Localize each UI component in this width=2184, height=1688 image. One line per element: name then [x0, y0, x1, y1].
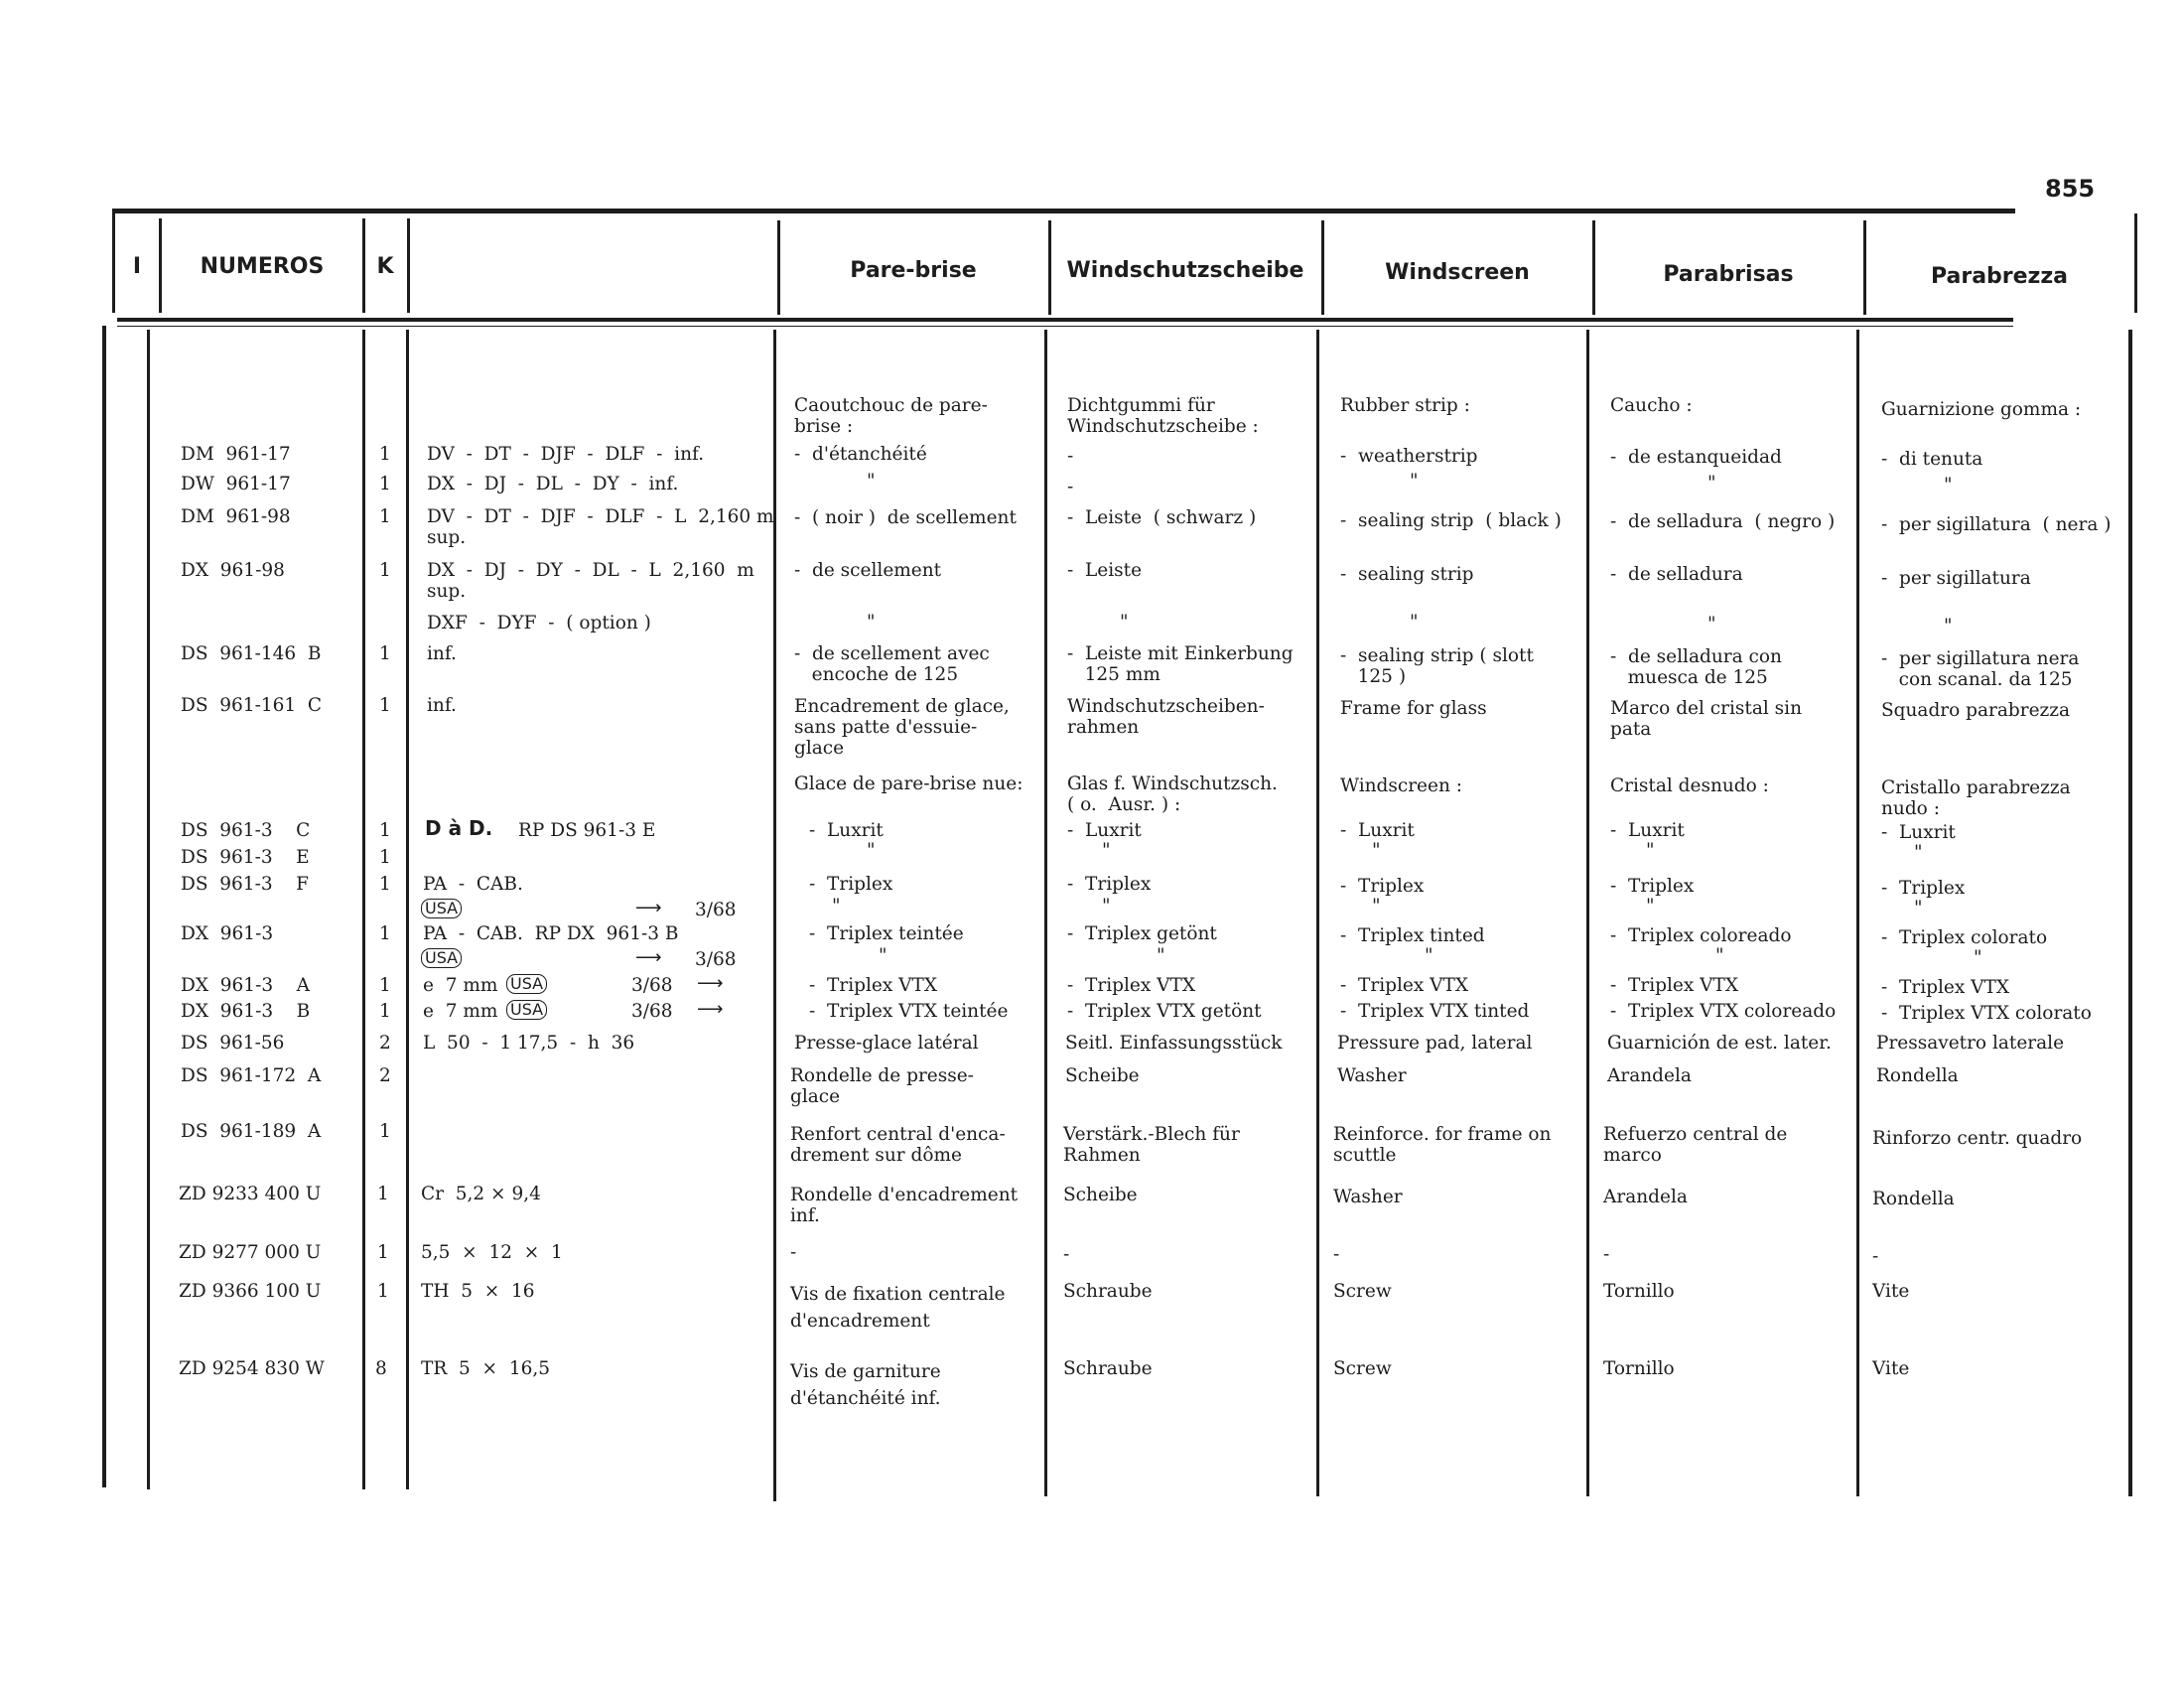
cell-en: Screw — [1333, 1358, 1392, 1379]
cell-it: " — [1914, 842, 1923, 863]
cell-k: 1 — [379, 975, 391, 996]
cell-numero: ZD 9254 830 W — [179, 1358, 325, 1379]
cell-fr: Caoutchouc de pare- brise : — [794, 395, 988, 437]
cell-date: 3/68 — [695, 900, 737, 920]
cell-de: - Triplex — [1067, 874, 1152, 895]
header-sep — [2134, 213, 2137, 313]
ditto-mark: " — [1425, 945, 1433, 966]
cell-it: Cristallo parabrezza nudo : — [1881, 777, 2071, 819]
body-sep — [102, 326, 106, 1487]
cell-desc: TR 5 × 16,5 — [421, 1358, 551, 1379]
cell-k: 1 — [379, 923, 391, 944]
ditto-mark: " — [1646, 896, 1655, 916]
cell-numero: DS 961-172 A — [181, 1065, 322, 1086]
cell-de: Schraube — [1063, 1358, 1153, 1379]
cell-it: Rinforzo centr. quadro — [1872, 1128, 2083, 1149]
cell-fr: Vis de garniture d'étanchéité inf. — [790, 1361, 941, 1409]
cell-es: Tornillo — [1603, 1358, 1675, 1379]
header-col-it: Parabrezza — [1930, 264, 2069, 289]
cell-usa — [506, 973, 547, 994]
cell-desc: RP DS 961-3 E — [518, 820, 656, 841]
cell-es: Arandela — [1603, 1187, 1688, 1207]
cell-it: " — [1944, 475, 1953, 495]
cell-en: " — [1410, 471, 1419, 492]
arrow-icon: ⟶ — [697, 973, 724, 994]
cell-numero: DX 961-98 — [181, 560, 285, 581]
cell-numero: DW 961-17 — [181, 474, 291, 494]
header-col-i: I — [132, 254, 142, 279]
cell-fr: - Triplex teintée — [809, 923, 964, 944]
cell-es: Arandela — [1607, 1065, 1692, 1086]
cell-desc: e 7 mm — [423, 975, 498, 996]
cell-it: - Triplex — [1881, 878, 1966, 899]
cell-fr: - Triplex VTX teintée — [809, 1001, 1009, 1022]
cell-desc: e 7 mm — [423, 1001, 498, 1022]
cell-it: " — [1944, 616, 1953, 636]
cell-de: Glas f. Windschutzsch. ( o. Ausr. ) : — [1067, 774, 1278, 815]
cell-es: - Triplex VTX coloreado — [1610, 1001, 1837, 1022]
cell-k: 1 — [379, 695, 391, 716]
body-sep — [362, 330, 365, 1489]
cell-fr: - Luxrit — [809, 820, 884, 841]
usa-badge: USA — [421, 948, 462, 968]
cell-fr: Rondelle de presse- glace — [790, 1065, 974, 1107]
cell-k: 2 — [379, 1065, 391, 1086]
ditto-mark: " — [1914, 898, 1923, 918]
cell-desc: inf. — [427, 643, 457, 664]
cell-desc: DX - DJ - DY - DL - L 2,160 m sup. — [427, 560, 754, 602]
cell-usa — [506, 999, 547, 1020]
table-top-border — [112, 209, 2015, 213]
cell-de: " — [1102, 840, 1111, 861]
cell-numero: DM 961-98 — [181, 506, 291, 527]
cell-de: - Triplex getönt — [1067, 923, 1217, 944]
cell-desc: DX - DJ - DL - DY - inf. — [427, 474, 679, 494]
header-sep — [407, 218, 410, 313]
cell-k: 1 — [379, 820, 391, 841]
cell-fr: - Triplex VTX — [809, 975, 938, 996]
cell-es: - Luxrit — [1610, 820, 1685, 841]
cell-de: - — [1067, 477, 1074, 497]
cell-es: " — [1707, 614, 1716, 634]
cell-de: - Triplex VTX — [1067, 975, 1196, 996]
body-sep — [147, 330, 150, 1489]
header-sep — [112, 209, 115, 313]
cell-fr: Renfort central d'enca- drement sur dôme — [790, 1124, 1006, 1166]
cell-fr: " — [867, 471, 876, 492]
cell-de: Scheibe — [1065, 1065, 1140, 1086]
cell-de: - Triplex VTX getönt — [1067, 1001, 1262, 1022]
cell-de: - — [1067, 446, 1074, 467]
cell-desc: Cr 5,2 × 9,4 — [421, 1184, 541, 1204]
ditto-mark: " — [1157, 945, 1165, 966]
cell-de: - Leiste — [1067, 560, 1143, 581]
cell-it: - Triplex colorato — [1881, 927, 2048, 948]
cell-it: Rondella — [1872, 1189, 1955, 1209]
cell-en: Screw — [1333, 1281, 1392, 1302]
cell-k: 2 — [379, 1033, 391, 1054]
cell-en: - Triplex tinted — [1340, 925, 1485, 946]
cell-it: Vite — [1872, 1281, 1910, 1302]
ditto-mark: " — [879, 945, 887, 966]
cell-en: Pressure pad, lateral — [1337, 1033, 1533, 1054]
cell-fr: " — [867, 612, 876, 633]
cell-fr: Encadrement de glace, sans patte d'essuie- glace — [794, 696, 1010, 759]
cell-fr: - de scellement avec encoche de 125 — [794, 643, 990, 685]
cell-en: - Triplex VTX — [1340, 975, 1469, 996]
ditto-mark: " — [1102, 896, 1111, 916]
cell-en: Rubber strip : — [1340, 395, 1470, 416]
cell-fr: Rondelle d'encadrement inf. — [790, 1185, 1019, 1226]
cell-numero: DS 961-56 — [181, 1033, 285, 1054]
cell-it: - Luxrit — [1881, 822, 1956, 843]
header-col-en: Windscreen — [1385, 260, 1530, 285]
body-sep — [2128, 330, 2132, 1496]
cell-it: - per sigillatura nera con scanal. da 125 — [1881, 648, 2080, 690]
cell-usa — [421, 947, 462, 968]
cell-es: - de selladura — [1610, 564, 1743, 585]
cell-es: Cristal desnudo : — [1610, 775, 1769, 796]
header-sep — [159, 218, 162, 313]
cell-k: 1 — [379, 874, 391, 895]
cell-desc-bold: D à D. — [425, 816, 493, 840]
body-sep — [1316, 330, 1319, 1496]
cell-numero: DX 961-3 — [181, 923, 274, 944]
cell-desc: DXF - DYF - ( option ) — [427, 613, 651, 633]
cell-numero: DS 961-3 F — [181, 874, 309, 895]
cell-fr: " — [867, 840, 876, 861]
cell-de: Schraube — [1063, 1281, 1153, 1302]
cell-it: - — [1872, 1246, 1879, 1267]
page-number: 855 — [2045, 175, 2096, 203]
cell-date: 3/68 — [631, 1001, 673, 1022]
cell-fr: - — [790, 1242, 797, 1263]
cell-numero: DS 961-3 E — [181, 847, 310, 868]
cell-de: Verstärk.-Blech für Rahmen — [1063, 1124, 1240, 1166]
arrow-icon: ⟶ — [697, 999, 724, 1020]
ditto-mark: " — [1372, 896, 1381, 916]
arrow-icon: ⟶ — [635, 898, 662, 918]
cell-it: - di tenuta — [1881, 449, 1983, 470]
cell-numero: ZD 9233 400 U — [179, 1184, 322, 1204]
cell-de: Seitl. Einfassungsstück — [1065, 1033, 1283, 1054]
cell-k: 1 — [377, 1281, 389, 1302]
header-bottom-border-2 — [117, 326, 2013, 327]
cell-date: 3/68 — [695, 949, 737, 970]
header-col-es: Parabrisas — [1663, 262, 1794, 287]
usa-badge: USA — [421, 899, 462, 918]
cell-desc: PA - CAB. — [423, 874, 523, 895]
body-sep — [1586, 330, 1589, 1496]
cell-numero: DS 961-161 C — [181, 695, 323, 716]
cell-es: Marco del cristal sin pata — [1610, 698, 1802, 740]
cell-en: " — [1372, 840, 1381, 861]
cell-it: - Triplex VTX — [1881, 977, 2010, 998]
cell-en: - sealing strip ( slott 125 ) — [1340, 645, 1534, 687]
cell-es: Tornillo — [1603, 1281, 1675, 1302]
header-col-fr: Pare-brise — [850, 258, 977, 283]
cell-numero: ZD 9366 100 U — [179, 1281, 322, 1302]
cell-numero: ZD 9277 000 U — [179, 1242, 322, 1263]
cell-desc: L 50 - 1 17,5 - h 36 — [423, 1033, 635, 1054]
cell-desc: TH 5 × 16 — [421, 1281, 535, 1302]
cell-de: - Leiste ( schwarz ) — [1067, 507, 1257, 528]
cell-de: Windschutzscheiben- rahmen — [1067, 696, 1265, 738]
cell-k: 1 — [379, 506, 391, 527]
cell-desc: DV - DT - DJF - DLF - L 2,160 m sup. — [427, 506, 774, 548]
cell-de: Dichtgummi für Windschutzscheibe : — [1067, 395, 1259, 437]
cell-k: 1 — [379, 444, 391, 465]
ditto-mark: " — [1715, 945, 1724, 966]
cell-es: Guarnición de est. later. — [1607, 1033, 1832, 1054]
cell-it: Rondella — [1876, 1065, 1959, 1086]
arrow-icon: ⟶ — [635, 947, 662, 968]
cell-numero: DX 961-3 A — [181, 975, 310, 996]
cell-es: Caucho : — [1610, 395, 1693, 416]
cell-k: 8 — [375, 1358, 387, 1379]
cell-en: - Triplex VTX tinted — [1340, 1001, 1530, 1022]
cell-numero: DS 961-146 B — [181, 643, 322, 664]
ditto-mark: " — [832, 896, 841, 916]
header-col-de: Windschutzscheibe — [1066, 258, 1304, 283]
cell-it: - Triplex VTX colorato — [1881, 1003, 2092, 1024]
body-sep — [406, 330, 409, 1489]
cell-numero: DM 961-17 — [181, 444, 291, 465]
cell-en: Reinforce. for frame on scuttle — [1333, 1124, 1552, 1166]
header-col-numeros: NUMEROS — [200, 254, 325, 279]
cell-es: - Triplex — [1610, 876, 1695, 897]
ditto-mark: " — [1974, 947, 1982, 968]
cell-en: - sealing strip ( black ) — [1340, 510, 1562, 531]
body-sep — [1044, 330, 1047, 1496]
cell-en: - Luxrit — [1340, 820, 1415, 841]
cell-de: - — [1063, 1244, 1070, 1265]
cell-en: Frame for glass — [1340, 698, 1487, 719]
cell-desc: PA - CAB. RP DX 961-3 B — [423, 923, 679, 944]
cell-es: - de estanqueidad — [1610, 447, 1782, 468]
cell-it: Guarnizione gomma : — [1881, 399, 2082, 420]
cell-desc: DV - DT - DJF - DLF - inf. — [427, 444, 705, 465]
cell-en: - weatherstrip — [1340, 446, 1478, 467]
usa-badge: USA — [506, 1000, 547, 1020]
usa-badge: USA — [506, 974, 547, 994]
cell-de: - Luxrit — [1067, 820, 1142, 841]
cell-it: - per sigillatura — [1881, 568, 2031, 589]
cell-en: Windscreen : — [1340, 775, 1462, 796]
cell-date: 3/68 — [631, 975, 673, 996]
cell-k: 1 — [377, 1242, 389, 1263]
cell-it: Pressavetro laterale — [1876, 1033, 2065, 1054]
cell-k: 1 — [379, 1001, 391, 1022]
body-sep — [773, 330, 776, 1501]
cell-it: Squadro parabrezza — [1881, 700, 2071, 721]
cell-desc: 5,5 × 12 × 1 — [421, 1242, 563, 1263]
cell-fr: Glace de pare-brise nue: — [794, 774, 1024, 794]
cell-k: 1 — [379, 643, 391, 664]
cell-it: - per sigillatura ( nera ) — [1881, 514, 2112, 535]
cell-fr: - d'étanchéité — [794, 444, 927, 465]
cell-it: Vite — [1872, 1358, 1910, 1379]
cell-de: - Leiste mit Einkerbung 125 mm — [1067, 643, 1294, 685]
cell-de: " — [1120, 612, 1129, 633]
cell-k: 1 — [379, 847, 391, 868]
cell-en: Washer — [1337, 1065, 1407, 1086]
header-bottom-border — [117, 318, 2013, 322]
cell-es: Refuerzo central de marco — [1603, 1124, 1788, 1166]
cell-desc: inf. — [427, 695, 457, 716]
cell-k: 1 — [379, 1121, 391, 1142]
cell-en: - Triplex — [1340, 876, 1425, 897]
header-col-k: K — [376, 254, 394, 279]
cell-es: " — [1707, 473, 1716, 493]
cell-numero: DS 961-189 A — [181, 1121, 322, 1142]
cell-en: " — [1410, 612, 1419, 633]
cell-fr: - ( noir ) de scellement — [794, 507, 1017, 528]
cell-fr: - de scellement — [794, 560, 942, 581]
cell-numero: DS 961-3 C — [181, 820, 311, 841]
cell-es: " — [1646, 840, 1655, 861]
cell-de: Scheibe — [1063, 1185, 1138, 1205]
cell-numero: DX 961-3 B — [181, 1001, 311, 1022]
cell-es: - de selladura con muesca de 125 — [1610, 646, 1782, 688]
cell-k: 1 — [379, 560, 391, 581]
cell-fr: Presse-glace latéral — [794, 1033, 979, 1054]
cell-en: - — [1333, 1244, 1340, 1265]
cell-usa — [421, 898, 462, 918]
cell-k: 1 — [379, 474, 391, 494]
cell-k: 1 — [377, 1184, 389, 1204]
cell-en: - sealing strip — [1340, 564, 1474, 585]
cell-es: - de selladura ( negro ) — [1610, 511, 1836, 532]
cell-es: - Triplex VTX — [1610, 975, 1739, 996]
cell-es: - — [1603, 1244, 1610, 1265]
cell-fr: - Triplex — [809, 874, 893, 895]
body-sep — [1856, 330, 1859, 1496]
cell-en: Washer — [1333, 1187, 1403, 1207]
cell-es: - Triplex coloreado — [1610, 925, 1792, 946]
cell-fr: Vis de fixation centrale d'encadrement — [790, 1284, 1006, 1332]
